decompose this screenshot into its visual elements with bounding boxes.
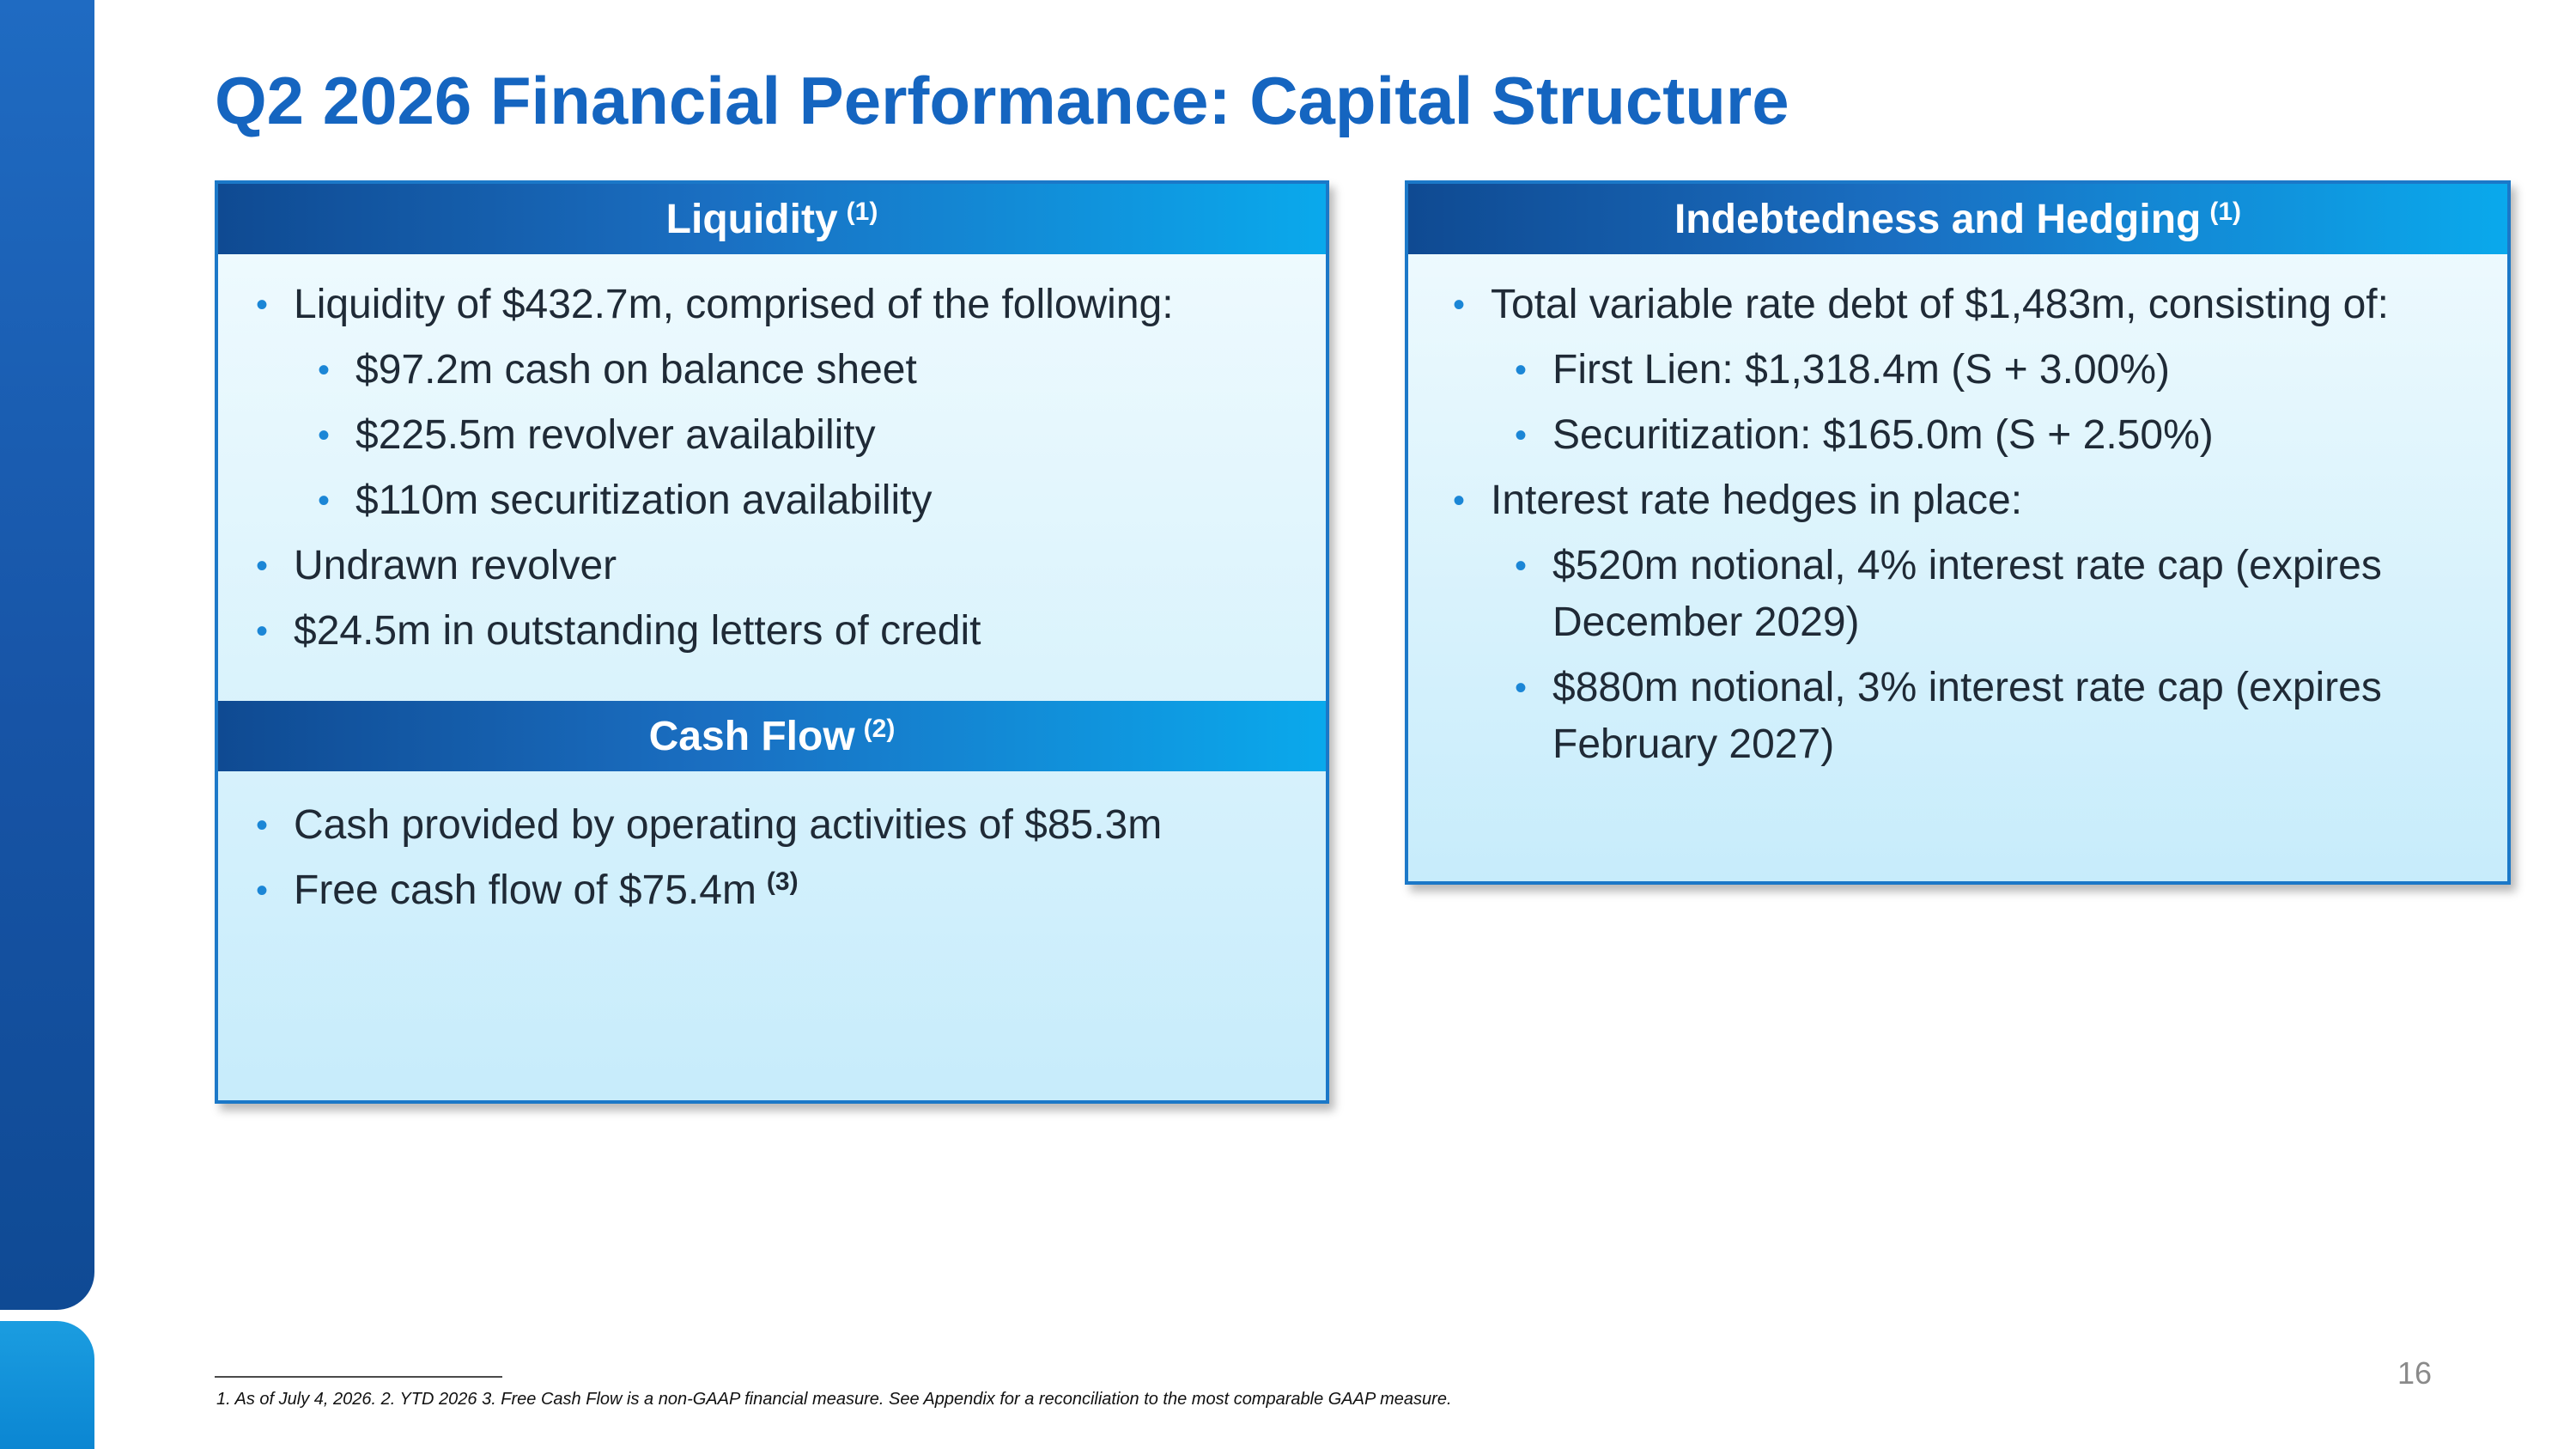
list-item: • Total variable rate debt of $1,483m, consisting of: (1453, 282, 2389, 327)
free-cash-flow-note: (3) (766, 868, 799, 896)
list-item: • $880m notional, 3% interest rate cap (expires February 2027) (1515, 665, 2382, 767)
liquidity-note: (1) (846, 198, 878, 226)
side-accent-tab (0, 1321, 94, 1449)
list-item: • $97.2m cash on balance sheet (318, 347, 917, 393)
cash-flow-header (218, 701, 1326, 771)
side-accent-bar (0, 0, 94, 1310)
list-item: • Cash provided by operating activities of $85.3m (256, 802, 1163, 848)
footnote-divider (215, 1376, 502, 1378)
liquidity-header (218, 184, 1326, 254)
footnote: 1. As of July 4, 2026. 2. YTD 2026 3. Free Cash Flow is a non-GAAP financial measure. See Appendix for a reconciliation to the most comparable GAAP measure. (216, 1390, 1452, 1409)
cash-flow-heading: Cash Flow (648, 713, 855, 759)
liquidity-heading: Liquidity (665, 196, 838, 242)
indebtedness-list (1453, 277, 2452, 782)
list-item: • $225.5m revolver availability (318, 412, 876, 458)
page-number: 16 (2397, 1355, 2433, 1391)
indebtedness-note: (1) (2209, 198, 2242, 226)
list-item: • Undrawn revolver (256, 543, 617, 588)
indebtedness-heading: Indebtedness and Hedging (1674, 196, 2202, 242)
page-title: Q2 2026 Financial Performance: Capital Structure (215, 63, 1789, 138)
list-item: • Free cash flow of $75.4m $^{(3)}$ (256, 868, 799, 913)
cash-flow-list (256, 797, 1163, 933)
list-item: • Securitization: $165.0m (S + 2.50%) (1515, 412, 2214, 458)
list-item: • $110m securitization availability (318, 478, 933, 523)
list-item: • First Lien: $1,318.4m (S + 3.00%) (1515, 347, 2171, 393)
liquidity-list (256, 277, 1174, 668)
indebtedness-panel (1405, 180, 2511, 885)
list-item: • $520m notional, 4% interest rate cap (expires December 2029) (1515, 543, 2382, 645)
list-item: • Liquidity of $432.7m, comprised of the following: (256, 282, 1174, 327)
cash-flow-note: (2) (863, 715, 896, 743)
list-item: • $24.5m in outstanding letters of credit (256, 608, 981, 654)
indebtedness-header (1408, 184, 2507, 254)
list-item: • Interest rate hedges in place: (1453, 478, 2023, 523)
liquidity-cashflow-panel (215, 180, 1329, 1104)
